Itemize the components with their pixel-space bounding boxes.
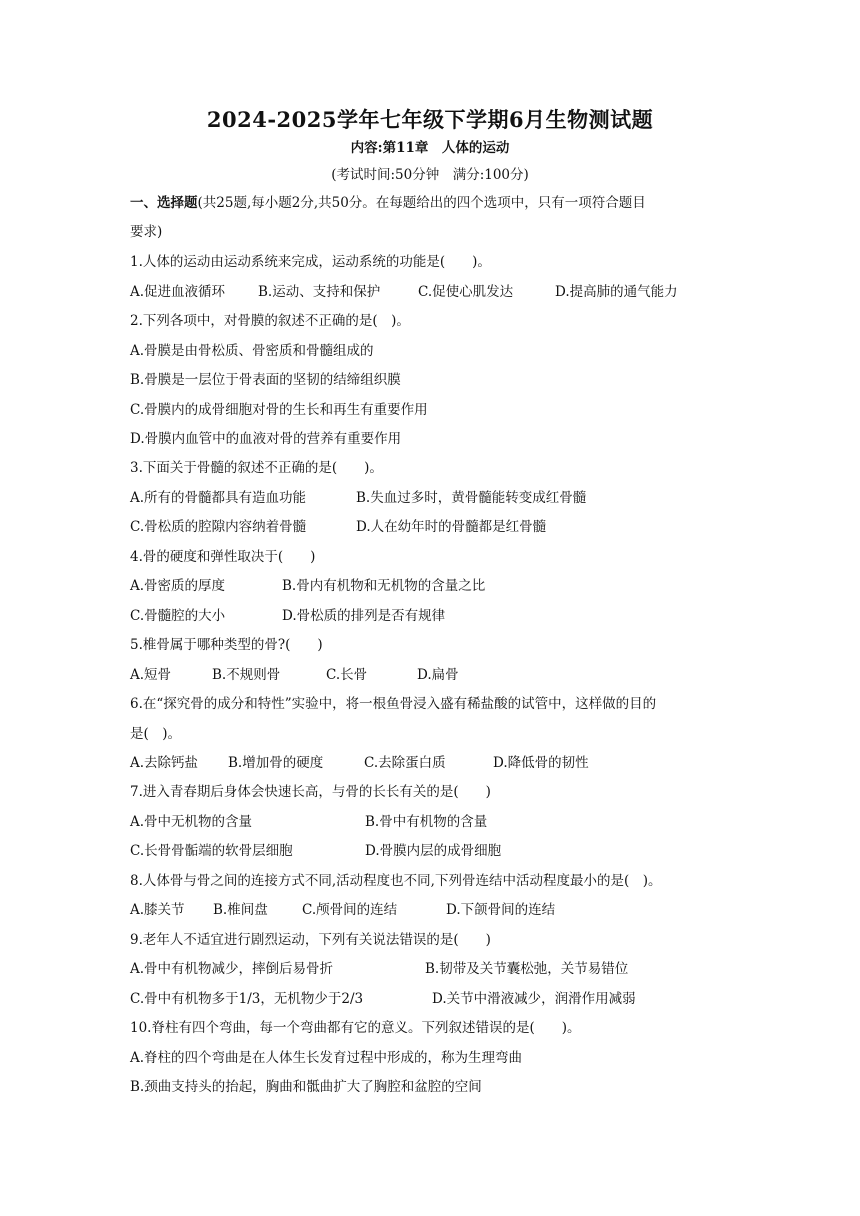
option: D.骨膜内血管中的血液对骨的营养有重要作用 xyxy=(130,431,402,447)
option: A.短骨 xyxy=(130,667,172,683)
option: A.骨密质的厚度 xyxy=(130,578,226,594)
option-row xyxy=(130,488,750,508)
page-subtitle: 内容:第11章 人体的运动 xyxy=(350,140,510,156)
option: D.提高肺的通气能力 xyxy=(555,284,678,300)
option-row xyxy=(130,989,750,1009)
option: B.失血过多时，黄骨髓能转变成红骨髓 xyxy=(356,490,587,506)
section-instructions-cont: 要求) xyxy=(130,224,163,240)
question-stem: 2.下列各项中，对骨膜的叙述不正确的是( )。 xyxy=(130,313,410,329)
option: D.降低骨的韧性 xyxy=(493,755,589,771)
page-title: 2024-2025学年七年级下学期6月生物测试题 xyxy=(206,107,654,132)
option: C.骨中有机物多于1/3，无机物少于2/3 xyxy=(130,991,364,1007)
option: D.骨松质的排列是否有规律 xyxy=(282,608,446,624)
option: D.骨膜内层的成骨细胞 xyxy=(365,843,502,859)
option: B.骨膜是一层位于骨表面的坚韧的结缔组织膜 xyxy=(130,372,401,388)
option: C.去除蛋白质 xyxy=(364,755,446,771)
option-row xyxy=(130,606,750,626)
question-stem: 10.脊柱有四个弯曲，每一个弯曲都有它的意义。下列叙述错误的是( )。 xyxy=(130,1020,581,1036)
option: B.骨中有机物的含量 xyxy=(365,814,488,830)
option: C.长骨 xyxy=(326,667,368,683)
option: D.扁骨 xyxy=(417,667,459,683)
question-stem-cont: 是( )。 xyxy=(130,726,182,742)
option-row xyxy=(130,753,750,773)
option: D.关节中滑液减少，润滑作用减弱 xyxy=(432,991,636,1007)
option: C.骨松质的腔隙内容纳着骨髓 xyxy=(130,519,307,535)
option: A.促进血液循环 xyxy=(130,284,226,300)
option: C.骨膜内的成骨细胞对骨的生长和再生有重要作用 xyxy=(130,402,428,418)
option: B.运动、支持和保护 xyxy=(258,284,381,300)
option: B.韧带及关节囊松弛，关节易错位 xyxy=(425,961,629,977)
option: A.骨中无机物的含量 xyxy=(130,814,253,830)
option-row xyxy=(130,959,750,979)
option: B.椎间盘 xyxy=(213,902,268,918)
option-row xyxy=(130,841,750,861)
option-row xyxy=(130,282,750,302)
question-stem: 8.人体骨与骨之间的连接方式不同,活动程度也不同,下列骨连结中活动程度最小的是( )。 xyxy=(130,873,662,889)
option: A.去除钙盐 xyxy=(130,755,199,771)
option: C.促使心肌发达 xyxy=(418,284,514,300)
option: A.脊柱的四个弯曲是在人体生长发育过程中形成的，称为生理弯曲 xyxy=(130,1050,523,1066)
option: C.颅骨间的连结 xyxy=(302,902,398,918)
option: D.下颌骨间的连结 xyxy=(446,902,556,918)
section-heading-line xyxy=(130,193,646,213)
option: A.膝关节 xyxy=(130,902,185,918)
question-stem: 5.椎骨属于哪种类型的骨?( ) xyxy=(130,637,323,653)
option: A.骨中有机物减少，摔倒后易骨折 xyxy=(130,961,334,977)
section-instructions: (共25题,每小题2分,共50分。在每题给出的四个选项中，只有一项符合题目 xyxy=(197,195,646,211)
question-stem: 4.骨的硬度和弹性取决于( ) xyxy=(130,549,316,565)
question-stem: 1.人体的运动由运动系统来完成，运动系统的功能是( )。 xyxy=(130,254,491,270)
option: A.骨膜是由骨松质、骨密质和骨髓组成的 xyxy=(130,343,374,359)
question-stem: 3.下面关于骨髓的叙述不正确的是( )。 xyxy=(130,460,383,476)
option: C.骨髓腔的大小 xyxy=(130,608,226,624)
option-row xyxy=(130,900,750,920)
section-heading: 一、选择题 xyxy=(130,195,198,211)
option: B.颈曲支持头的抬起，胸曲和骶曲扩大了胸腔和盆腔的空间 xyxy=(130,1079,482,1095)
exam-info: (考试时间:50分钟 满分:100分) xyxy=(331,167,529,183)
option: D.人在幼年时的骨髓都是红骨髓 xyxy=(356,519,547,535)
option: A.所有的骨髓都具有造血功能 xyxy=(130,490,307,506)
question-stem: 7.进入青春期后身体会快速长高，与骨的长长有关的是( ) xyxy=(130,784,491,800)
option-row xyxy=(130,576,750,596)
option: B.骨内有机物和无机物的含量之比 xyxy=(282,578,486,594)
option-row xyxy=(130,665,750,685)
option-row xyxy=(130,517,750,537)
option-row xyxy=(130,812,750,832)
question-stem: 6.在“探究骨的成分和特性”实验中，将一根鱼骨浸入盛有稀盐酸的试管中，这样做的目的 xyxy=(130,696,657,712)
question-stem: 9.老年人不适宜进行剧烈运动，下列有关说法错误的是( ) xyxy=(130,932,491,948)
option: B.增加骨的硬度 xyxy=(228,755,324,771)
option: B.不规则骨 xyxy=(212,667,281,683)
option: C.长骨骨骺端的软骨层细胞 xyxy=(130,843,293,859)
